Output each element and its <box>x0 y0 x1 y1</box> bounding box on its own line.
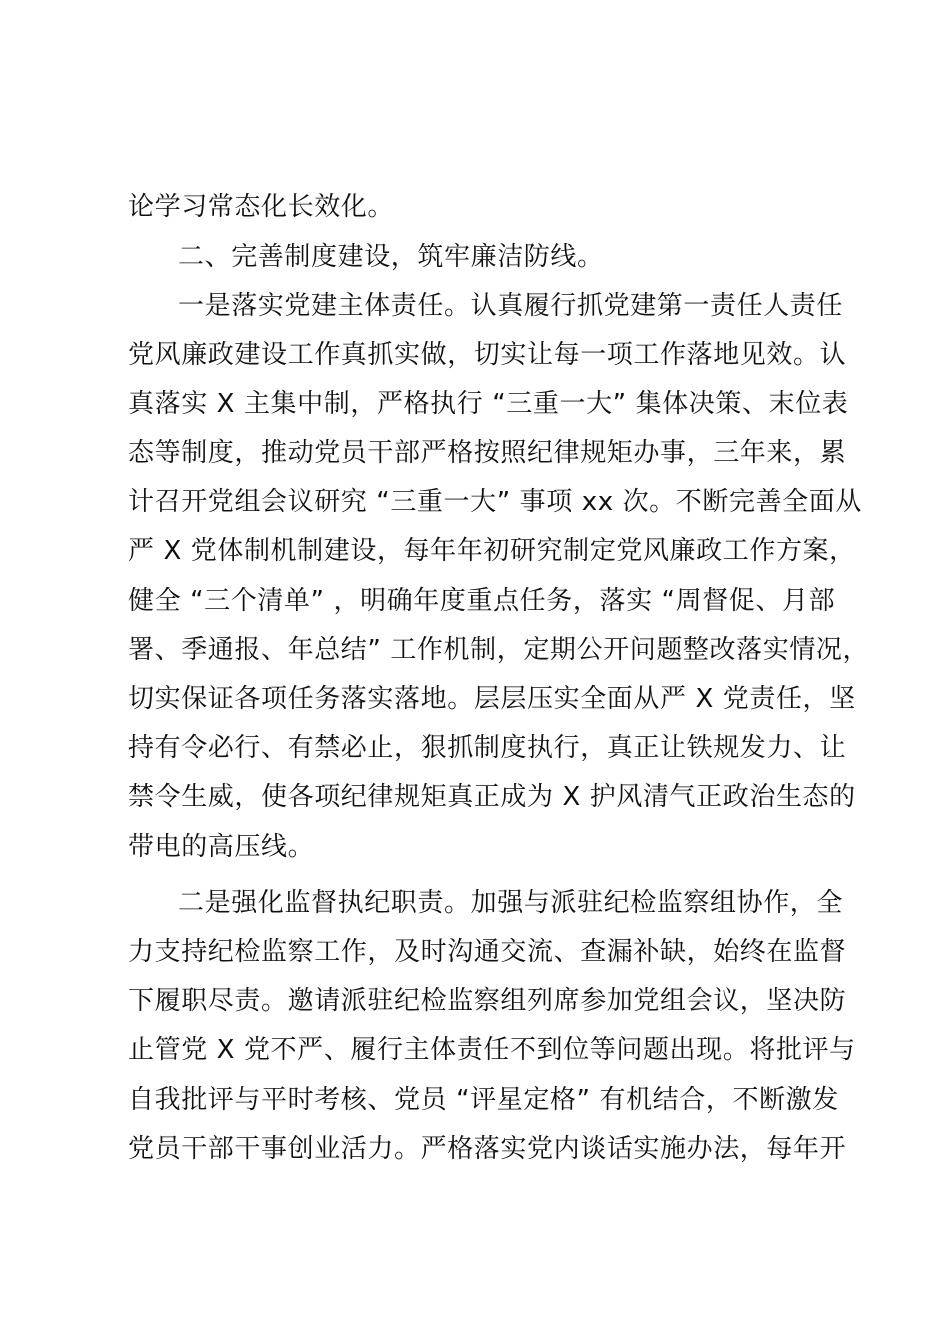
text-line: 持有令必行、有禁必止，狠抓制度执行，真正让铁规发力、让 <box>128 733 847 763</box>
text-line: 真落实 X 主集中制，严格执行 “三重一大” 集体决策、末位表 <box>128 389 849 419</box>
text-line: 力支持纪检监察工作，及时沟通交流、查漏补缺，始终在监督 <box>128 937 847 967</box>
text-line: 禁令生威，使各项纪律规矩真正成为 X 护风清气正政治生态的 <box>128 782 856 812</box>
text-line: 论学习常态化长效化。 <box>128 192 395 222</box>
text-line: 严 X 党体制机制建设，每年年初研究制定党风廉政工作方案， <box>128 536 856 566</box>
text-line: 党员干部干事创业活力。严格落实党内谈话实施办法，每年开 <box>128 1134 847 1164</box>
text-line: 健全 “三个清单” ，明确年度重点任务，落实 “周督促、月部 <box>128 586 836 616</box>
text-line: 下履职尽责。邀请派驻纪检监察组列席参加党组会议，坚决防 <box>128 986 847 1016</box>
text-line: 带电的高压线。 <box>128 832 315 862</box>
text-line: 二是强化监督执纪职责。加强与派驻纪检监察组协作，全 <box>178 888 844 918</box>
text-line: 党风廉政建设工作真抓实做，切实让每一项工作落地见效。认 <box>128 340 847 370</box>
text-line: 自我批评与平时考核、党员 “评星定格” 有机结合，不断激发 <box>128 1085 839 1115</box>
text-line: 署、季通报、年总结” 工作机制，定期公开问题整改落实情况， <box>128 635 870 665</box>
text-line: 切实保证各项任务落实落地。层层压实全面从严 X 党责任，坚 <box>128 684 856 714</box>
text-line: 一是落实党建主体责任。认真履行抓党建第一责任人责任 <box>178 291 844 321</box>
text-line: 止管党 X 党不严、履行主体责任不到位等问题出现。将批评与 <box>128 1035 856 1065</box>
text-line: 计召开党组会议研究 “三重一大” 事项 xx 次。不断完善全面从 <box>128 487 862 517</box>
section-heading: 二、完善制度建设，筑牢廉洁防线。 <box>178 242 604 272</box>
text-line: 态等制度，推动党员干部严格按照纪律规矩办事，三年来，累 <box>128 438 847 468</box>
